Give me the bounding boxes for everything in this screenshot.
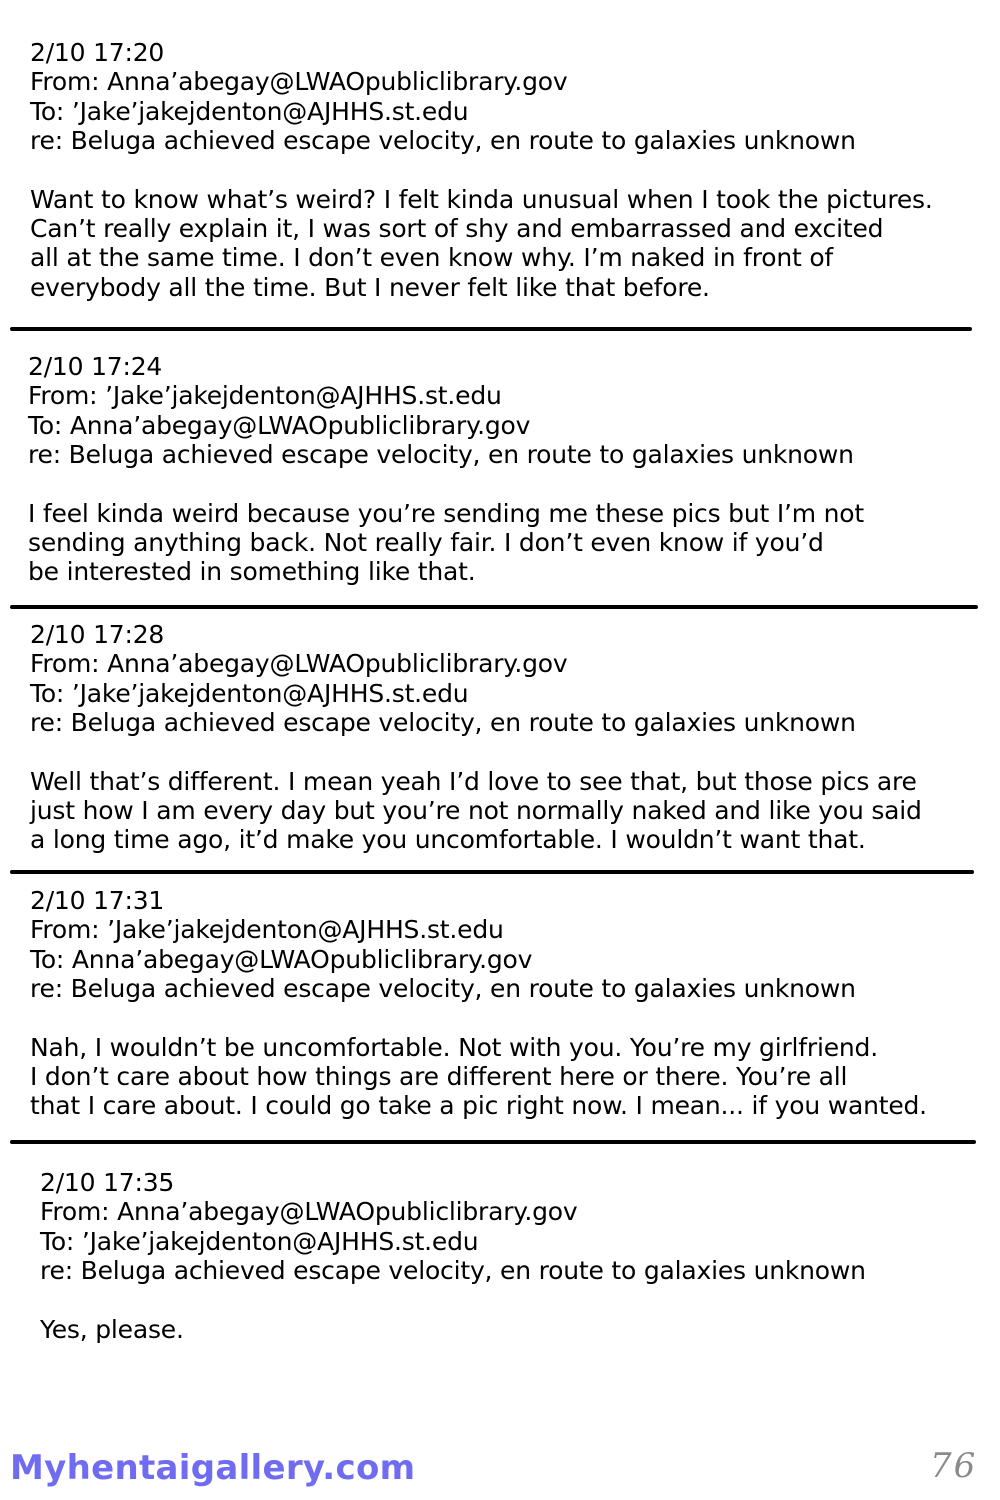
email-body-line: that I care about. I could go take a pic right now. I mean... if you wanted. — [30, 1091, 927, 1121]
email-timestamp: 2/10 17:31 — [30, 886, 165, 915]
email-message — [30, 38, 933, 302]
email-body-line: Want to know what’s weird? I felt kinda unusual when I took the pictures. — [30, 184, 933, 214]
email-message — [30, 886, 927, 1121]
email-body-line: I don’t care about how things are different here or there. You’re all — [30, 1062, 848, 1092]
email-from: From: ’Jake’jakejdenton@AJHHS.st.edu — [28, 381, 502, 411]
email-timestamp: 2/10 17:20 — [30, 38, 165, 67]
divider — [10, 327, 972, 331]
email-body — [30, 1033, 927, 1121]
email-to: To: ’Jake’jakejdenton@AJHHS.st.edu — [40, 1226, 479, 1256]
email-message — [30, 620, 922, 855]
email-from: From: Anna’abegay@LWAOpubliclibrary.gov — [30, 67, 568, 97]
email-body-line: all at the same time. I don’t even know why. I’m naked in front of — [30, 243, 834, 273]
email-from: From: ’Jake’jakejdenton@AJHHS.st.edu — [30, 915, 504, 945]
email-body-line: everybody all the time. But I never felt like that before. — [30, 272, 710, 302]
email-body-line: Well that’s different. I mean yeah I’d love to see that, but those pics are — [30, 766, 917, 796]
email-to: To: Anna’abegay@LWAOpubliclibrary.gov — [30, 944, 533, 974]
email-body-line: be interested in something like that. — [28, 557, 476, 587]
email-body-line: just how I am every day but you’re not normally naked and like you said — [30, 796, 922, 826]
email-message — [28, 352, 864, 587]
email-body — [30, 767, 922, 855]
email-to: To: Anna’abegay@LWAOpubliclibrary.gov — [28, 410, 531, 440]
email-timestamp: 2/10 17:35 — [40, 1168, 175, 1197]
email-timestamp: 2/10 17:28 — [30, 620, 165, 649]
divider — [10, 870, 974, 874]
watermark: Myhentaigallery.com — [10, 1448, 416, 1488]
email-body — [30, 185, 933, 303]
email-subject: re: Beluga achieved escape velocity, en route to galaxies unknown — [30, 126, 856, 156]
email-body-line: Can’t really explain it, I was sort of shy and embarrassed and excited — [30, 214, 884, 244]
email-body-line: I feel kinda weird because you’re sending me these pics but I’m not — [28, 498, 865, 528]
email-subject: re: Beluga achieved escape velocity, en route to galaxies unknown — [30, 708, 856, 738]
email-from: From: Anna’abegay@LWAOpubliclibrary.gov — [40, 1197, 578, 1227]
email-message — [40, 1168, 866, 1344]
email-subject: re: Beluga achieved escape velocity, en route to galaxies unknown — [30, 974, 856, 1004]
email-subject: re: Beluga achieved escape velocity, en route to galaxies unknown — [40, 1256, 866, 1286]
email-body-line: Yes, please. — [40, 1314, 184, 1344]
email-body-line: sending anything back. Not really fair. I don’t even know if you’d — [28, 528, 824, 558]
email-body-line: a long time ago, it’d make you uncomfortable. I wouldn’t want that. — [30, 825, 866, 855]
divider — [10, 605, 978, 609]
email-timestamp: 2/10 17:24 — [28, 352, 163, 381]
divider — [10, 1140, 976, 1144]
email-to: To: ’Jake’jakejdenton@AJHHS.st.edu — [30, 678, 469, 708]
email-from: From: Anna’abegay@LWAOpubliclibrary.gov — [30, 649, 568, 679]
page-number: 76 — [930, 1446, 978, 1486]
email-body — [28, 499, 864, 587]
email-body — [40, 1315, 866, 1344]
email-body-line: Nah, I wouldn’t be uncomfortable. Not with you. You’re my girlfriend. — [30, 1032, 878, 1062]
email-subject: re: Beluga achieved escape velocity, en route to galaxies unknown — [28, 440, 854, 470]
email-to: To: ’Jake’jakejdenton@AJHHS.st.edu — [30, 96, 469, 126]
